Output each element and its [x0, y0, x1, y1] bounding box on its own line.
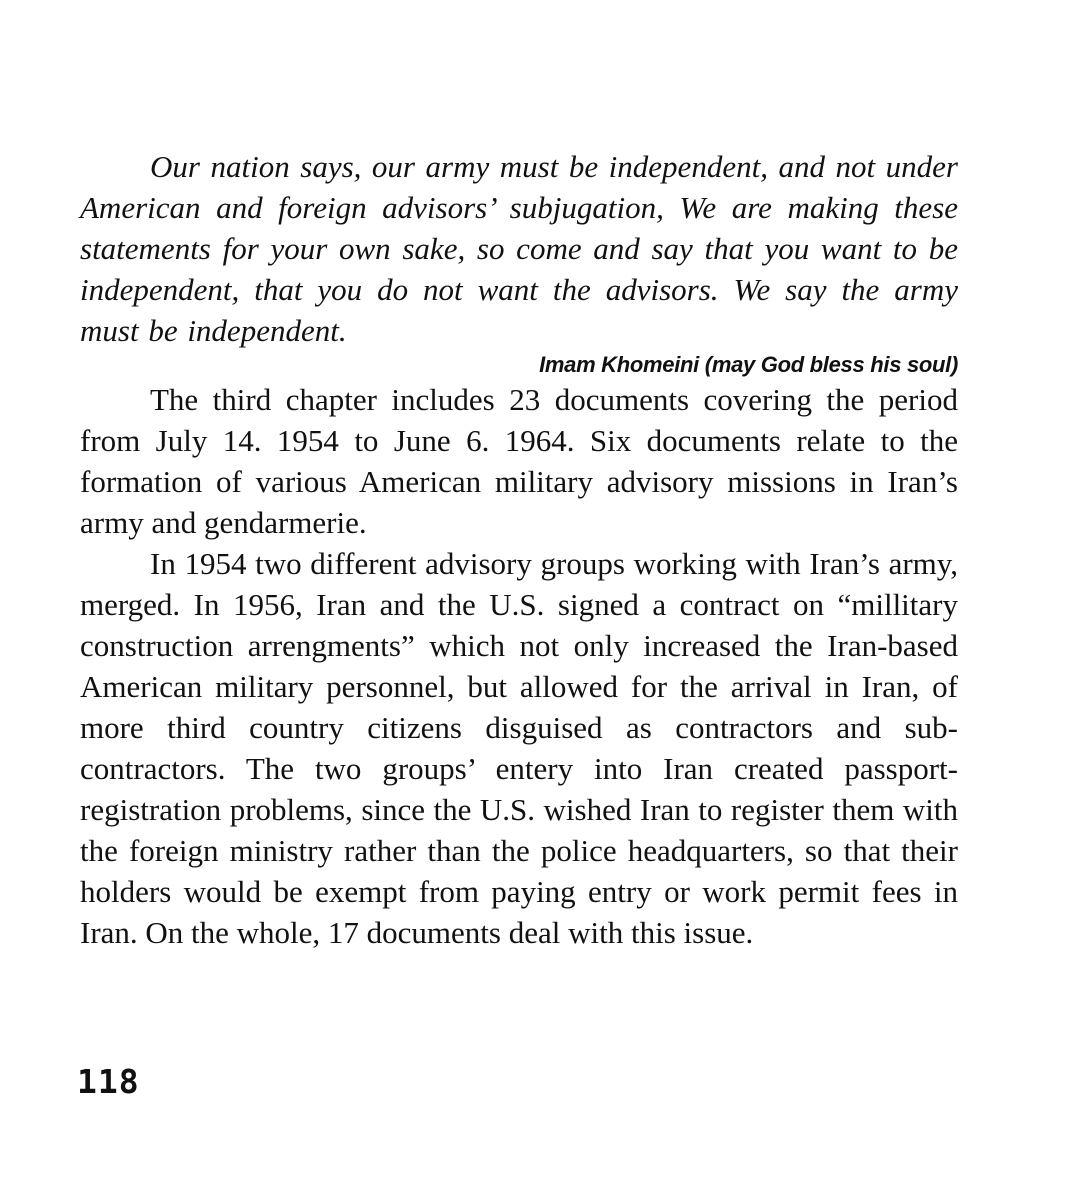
- page-number: 118: [77, 1062, 140, 1101]
- body-paragraph: In 1954 two different advisory groups working with Iran’s army, merged. In 1956, Iran and the U.S. signed a contract on “millitary construction arrengments” which not only increased the Iran-based American military personnel, but allowed for the arrival in Iran, of more third country citizens disguised as contractors and sub-contractors. The two groups’ entery into Iran created passport-registration problems, since the U.S. wished Iran to register them with the foreign ministry rather than the police headquarters, so that their holders would be exempt from paying entry or work permit fees in Iran. On the whole, 17 documents deal with this issue.: [80, 546, 958, 950]
- body-paragraph: The third chapter includes 23 documents covering the period from July 14. 1954 to June 6. 1964. Six documents relate to the formation of various American military advisory missions in Iran’s army and gendarmerie.: [80, 382, 958, 540]
- epigraph-quote: Our nation says, our army must be independent, and not under American and foreign advisors’ subjugation, We are making these statements for your own sake, so come and say that you want to be independent, that you do not want the advisors. We say the army must be independent.: [80, 149, 958, 348]
- page-content: [80, 146, 958, 953]
- quote-attribution: Imam Khomeini (may God bless his soul): [539, 352, 958, 377]
